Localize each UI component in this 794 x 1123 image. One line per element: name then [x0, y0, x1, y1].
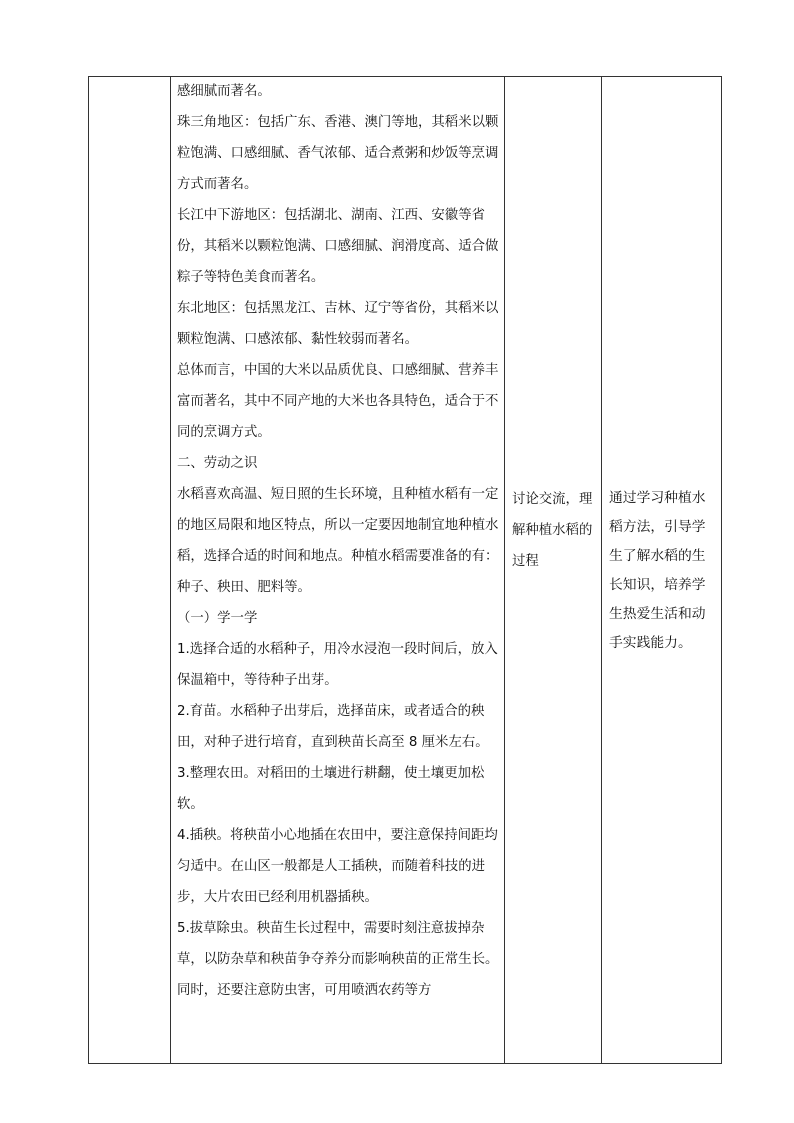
step-1-select-seeds: 1.选择合适的水稻种子，用冷水浸泡一段时间后，放入保温箱中，等待种子出芽。 [177, 642, 498, 688]
paragraph-intro-continuation: 感细腻而著名。 [177, 84, 271, 99]
step-2-seedlings: 2.育苗。水稻种子出芽后，选择苗床，或者适合的秧田，对种子进行培育，直到秧苗长高至 8 厘米左右。 [177, 704, 489, 750]
paragraph-summary: 总体而言，中国的大米以品质优良、口感细腻、营养丰富而著名，其中不同产地的大米也各具特色，适合于不同的烹调方式。 [177, 363, 499, 440]
blank-label-cell [89, 77, 171, 1064]
paragraph-pearl-river-delta: 珠三角地区：包括广东、香港、澳门等地，其稻米以颗粒饱满、口感细腻、香气浓郁、适合煮粥和炒饭等烹调方式而著名。 [177, 115, 499, 192]
paragraph-rice-growing-intro: 水稻喜欢高温、短日照的生长环境，且种植水稻有一定的地区局限和地区特点，所以一定要因地制宜地种植水稻，选择合适的时间和地点。种植水稻需要准备的有：种子、秧田、肥料等。 [177, 487, 499, 595]
student-activity-text: 讨论交流，理解种植水稻的过程 [512, 492, 593, 569]
table-row [89, 77, 722, 1064]
step-3-prepare-field: 3.整理农田。对稻田的土壤进行耕翻，使土壤更加松软。 [177, 766, 485, 812]
subsection-heading-learn: （一）学一学 [177, 611, 258, 626]
paragraph-northeast-region: 东北地区：包括黑龙江、吉林、辽宁等省份，其稻米以颗粒饱满、口感浓郁、黏性较弱而著名。 [177, 301, 499, 347]
paragraph-yangtze-region: 长江中下游地区：包括湖北、湖南、江西、安徽等省份，其稻米以颗粒饱满、口感细腻、润滑度高、适合做粽子等特色美食而著名。 [177, 208, 499, 285]
lesson-plan-table [88, 76, 722, 1064]
design-intent-text: 通过学习种植水稻方法，引导学生了解水稻的生长知识，培养学生热爱生活和动手实践能力。 [609, 490, 706, 651]
design-intent-cell [602, 77, 722, 1064]
section-heading-labor-knowledge: 二、劳动之识 [177, 456, 258, 471]
student-activity-cell [505, 77, 602, 1064]
step-5-weeding-pest-control: 5.拔草除虫。秧苗生长过程中，需要时刻注意拔掉杂草，以防杂草和秧苗争夺养分而影响秧苗的正常生长。同时，还要注意防虫害，可用喷洒农药等方 [177, 921, 499, 998]
step-4-transplant: 4.插秧。将秧苗小心地插在农田中，要注意保持间距均匀适中。在山区一般都是人工插秧，而随着科技的进步，大片农田已经利用机器插秧。 [177, 828, 498, 905]
teaching-content-cell [171, 77, 505, 1064]
